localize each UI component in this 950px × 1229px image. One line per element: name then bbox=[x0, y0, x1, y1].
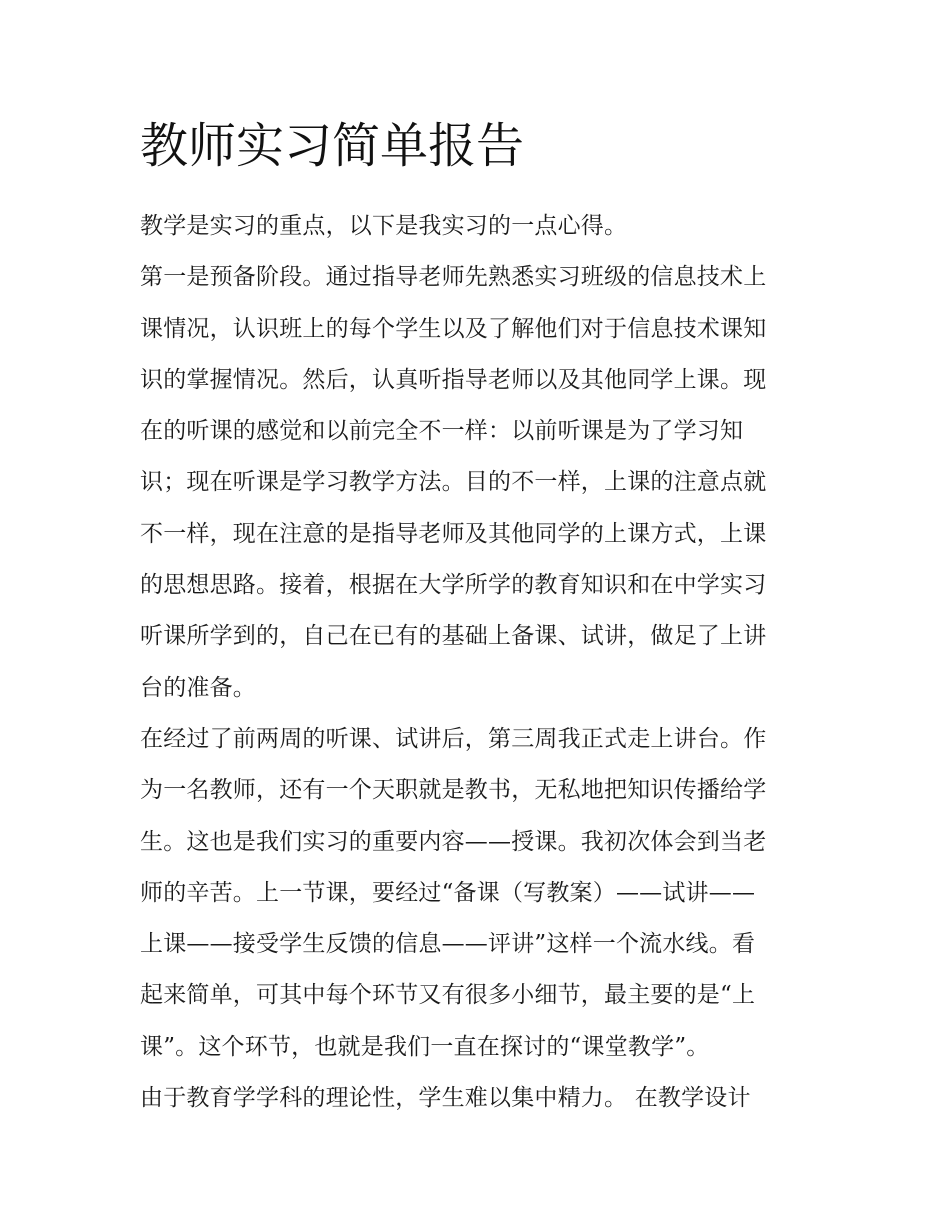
text-line: 识的掌握情况。然后，认真听指导老师以及其他同学上课。现 bbox=[140, 366, 767, 393]
text-line: 师的辛苦。上一节课，要经过“备课（写教案）——试讲—— bbox=[140, 879, 756, 906]
text-line: 教学是实习的重点，以下是我实习的一点心得。 bbox=[140, 213, 628, 239]
text-line: 起来简单，可其中每个环节又有很多小细节，最主要的是“上 bbox=[140, 982, 756, 1009]
text-line: 在经过了前两周的听课、试讲后，第三周我正式走上讲台。作 bbox=[140, 725, 767, 752]
text-line: 为一名教师，还有一个天职就是教书，无私地把知识传播给学 bbox=[140, 777, 767, 804]
document-title: 教师实习简单报告 bbox=[140, 118, 525, 174]
text-line: 上课——接受学生反馈的信息——评讲”这样一个流水线。看 bbox=[140, 931, 756, 958]
text-line: 台的准备。 bbox=[140, 674, 256, 701]
text-line: 听课所学到的，自己在已有的基础上备课、试讲，做足了上讲 bbox=[140, 623, 767, 650]
text-line: 第一是预备阶段。通过指导老师先熟悉实习班级的信息技术上 bbox=[140, 264, 767, 291]
text-line: 生。这也是我们实习的重要内容——授课。我初次体会到当老 bbox=[140, 828, 767, 855]
document-body bbox=[140, 201, 820, 1124]
text-line: 的思想思路。接着，根据在大学所学的教育知识和在中学实习 bbox=[140, 572, 767, 599]
text-line: 在的听课的感觉和以前完全不一样：以前听课是为了学习知 bbox=[140, 418, 744, 445]
text-line: 识；现在听课是学习教学方法。目的不一样，上课的注意点就 bbox=[140, 469, 767, 496]
text-line: 课”。这个环节，也就是我们一直在探讨的“课堂教学”。 bbox=[140, 1033, 710, 1060]
text-line: 由于教育学学科的理论性，学生难以集中精力。 在教学设计 bbox=[140, 1085, 751, 1112]
text-line: 课情况，认识班上的每个学生以及了解他们对于信息技术课知 bbox=[140, 315, 767, 342]
text-line: 不一样，现在注意的是指导老师及其他同学的上课方式，上课 bbox=[140, 520, 767, 547]
